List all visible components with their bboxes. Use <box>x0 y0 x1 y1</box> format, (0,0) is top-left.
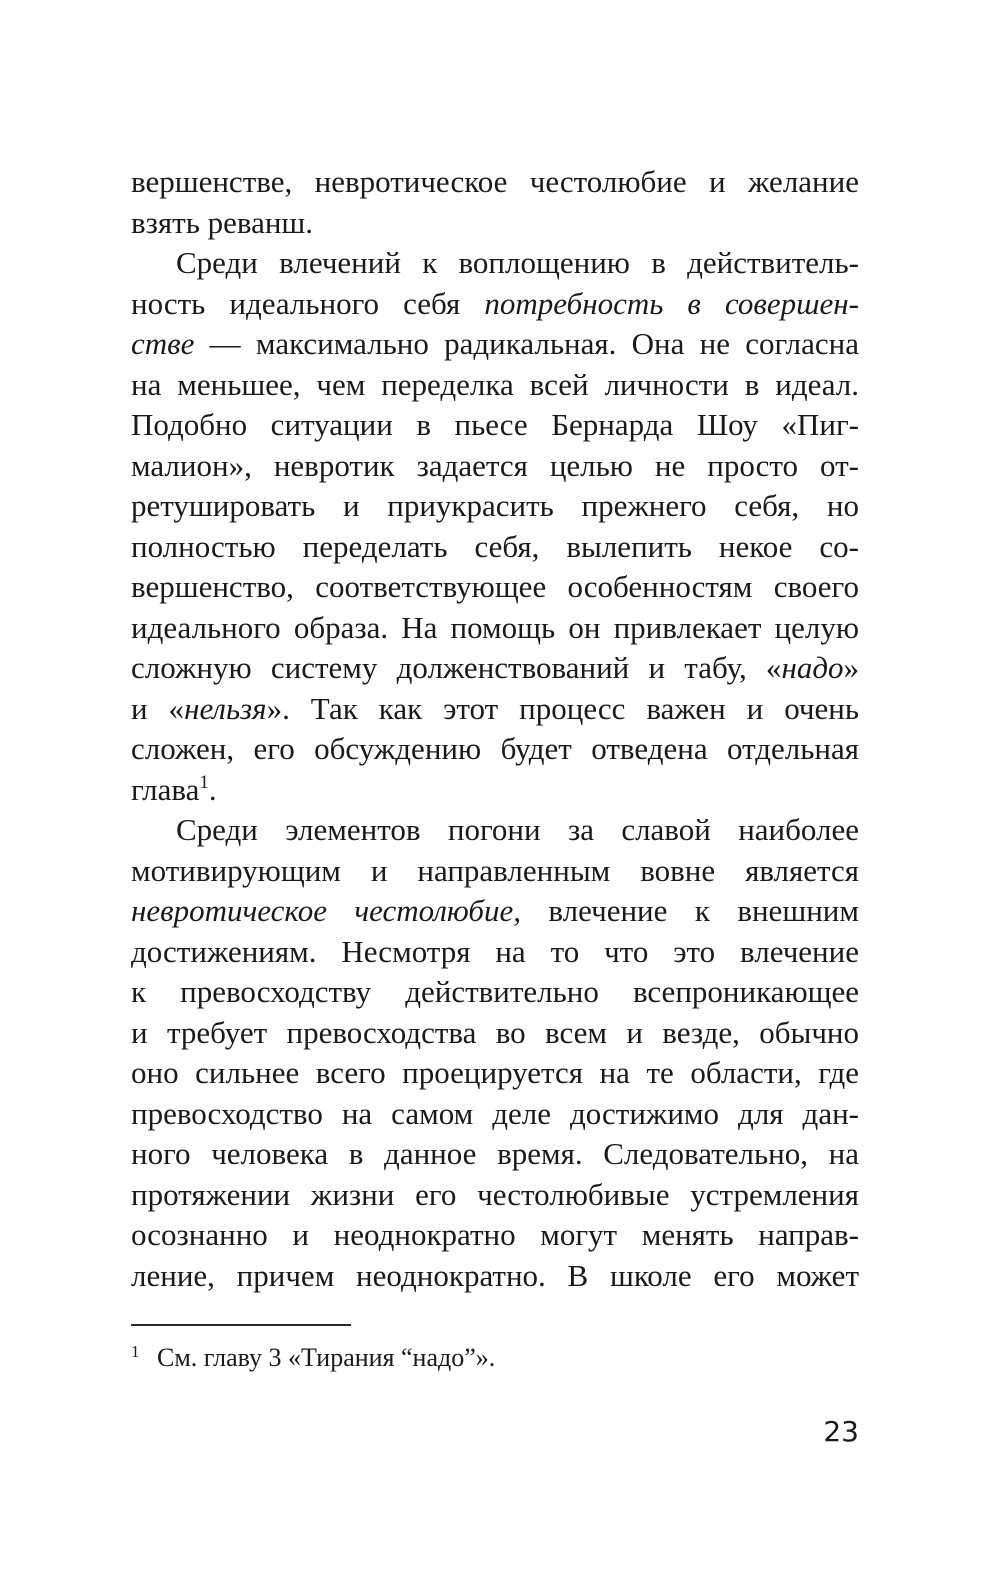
text-line: полностью переделать себя, вылепить некое со- <box>131 528 859 564</box>
text-line: и требует превосходства во всем и везде, обычно <box>131 1014 859 1050</box>
text-line: глава$^1$. <box>131 771 217 807</box>
footnote <box>131 1335 495 1375</box>
italic-term: нельзя <box>184 690 267 726</box>
text-line: мотивирующим и направленным вовне является <box>131 852 859 888</box>
text-line: невротическое честолюбие, влечение к внешним <box>131 893 859 928</box>
footnote-text: См. главу 3 «Тирания “надо”». <box>157 1343 496 1372</box>
italic-term: потребность в совершен- <box>484 285 859 321</box>
text-line: вершенстве, невротическое честолюбие и желание <box>131 164 859 199</box>
text-line: осознанно и неоднократно могут менять направ- <box>131 1217 859 1252</box>
text-line: сложен, его обсуждению будет отведена отдельная <box>131 731 859 766</box>
text-line: Подобно ситуации в пьесе Бернарда Шоу «Пиг- <box>131 407 859 442</box>
text-line: достижениям. Несмотря на то что это влечение <box>131 933 859 969</box>
italic-term: стве <box>131 326 195 361</box>
footnote-divider <box>131 1324 351 1326</box>
text-line: Среди элементов погони за славой наиболее <box>176 812 859 847</box>
text-line: вершенство, соответствующее особенностям своего <box>131 569 859 604</box>
footnote-mark: 1 <box>131 1342 140 1361</box>
text-line: сложную систему долженствований и табу, «надо» <box>131 650 859 685</box>
text-line: ретушировать и приукрасить прежнего себя, но <box>131 488 859 523</box>
text-line: ность идеального себя потребность в совершен- <box>131 285 859 321</box>
text-line: оно сильнее всего проецируется на те области, где <box>131 1055 859 1090</box>
text-line: превосходство на самом деле достижимо для дан- <box>131 1095 859 1131</box>
italic-term: надо <box>781 650 844 685</box>
italic-term: невротическое честолюбие, <box>131 893 521 928</box>
text-line: идеального образа. На помощь он привлекает целую <box>131 609 859 645</box>
text-line: Среди влечений к воплощению в действитель- <box>176 245 859 280</box>
footnote-reference[interactable]: 1 <box>199 771 209 793</box>
text-line: протяжении жизни его честолюбивые устремления <box>131 1176 859 1212</box>
text-line: взять реванш. <box>131 204 314 240</box>
text-line: малион», невротик задается целью не просто от- <box>131 447 859 483</box>
text-line: на меньшее, чем переделка всей личности в идеал. <box>131 366 859 402</box>
text-line: и «нельзя». Так как этот процесс важен и очень <box>131 690 860 726</box>
text-line: ного человека в данное время. Следовательно, на <box>131 1136 859 1171</box>
text-line: к превосходству действительно всепроникающее <box>131 974 859 1009</box>
text-line: ление, причем неоднократно. В школе его может <box>131 1257 859 1293</box>
text-line: стве — максимально радикальная. Она не согласна <box>131 326 859 361</box>
page-number: 23 <box>823 1415 859 1448</box>
main-text <box>131 162 859 1296</box>
